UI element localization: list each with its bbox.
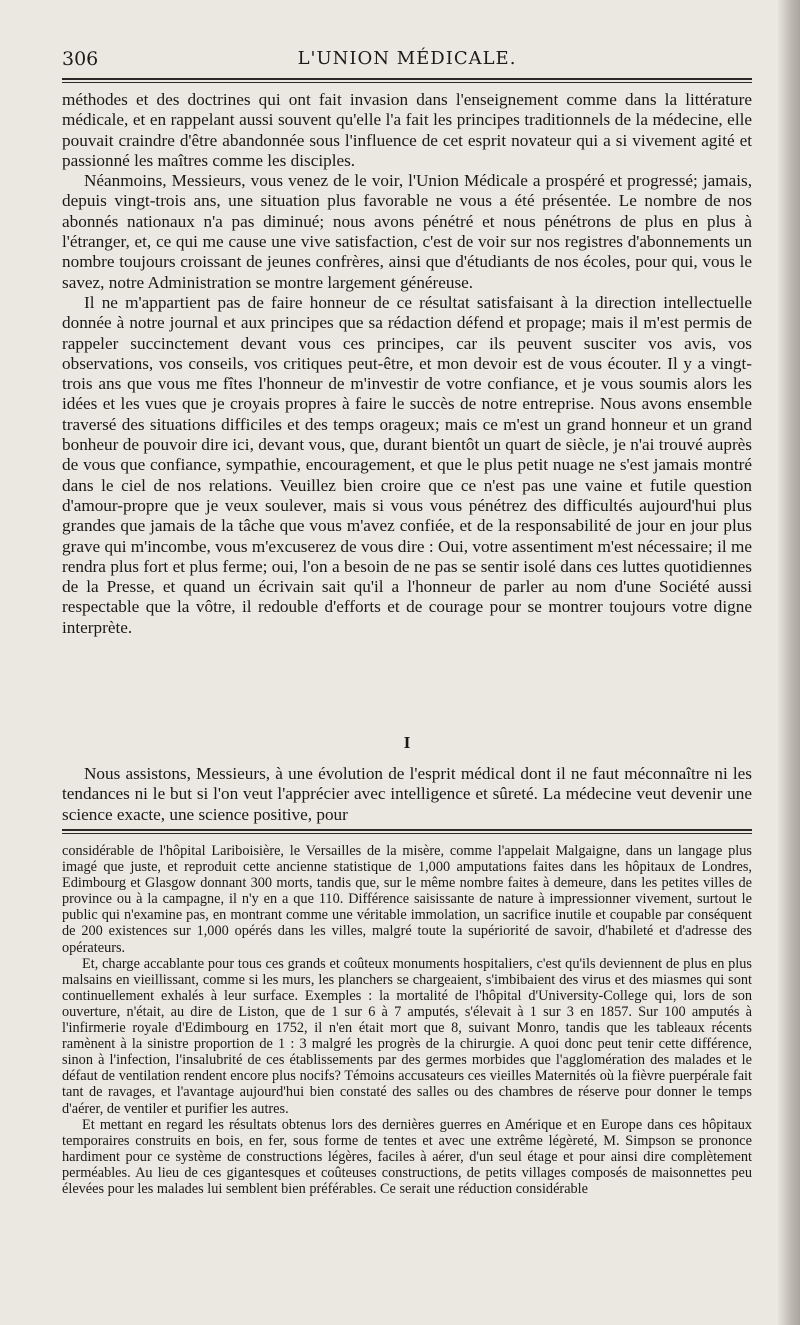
footnote-paragraph: Et mettant en regard les résultats obtenus lors des dernières guerres en Amérique et en Europe dans ces hôpitaux temporaires construits en bois, en fer, sous forme de tentes et avec une extrême légèreté, M. Simpson se prononce hardiment pour ce système de constructions légères, faciles à aérer, d'un seul étage et pour ainsi dire complètement perméables. Au lieu de ces gigantesques et coûteuses constructions, de petits villages composés de maisonnettes peu élevées pour les malades lui semblent bien préférables. Ce serait une réduction considérable <box>62 1116 752 1197</box>
footnotes <box>62 843 752 1197</box>
page-header <box>62 44 752 74</box>
footnote-rule <box>62 829 752 834</box>
page-edge-shadow <box>778 0 800 1325</box>
main-paragraph: méthodes et des doctrines qui ont fait invasion dans l'enseignement comme dans la littérature médicale, et en rappelant aussi souvent qu'elle l'a fait les principes traditionnels de la médecine, elle pouvait craindre d'être abandonnée sous l'influence de cet esprit novateur qui a si vivement agité et passionné les maîtres comme les disciples. <box>62 90 752 170</box>
main-paragraph: Il ne m'appartient pas de faire honneur de ce résultat satisfaisant à la direction intellectuelle donnée à notre journal et aux principes que sa rédaction défend et propage; mais il m'est permis de rappeler succinctement devant vous ces principes, car ils peuvent susciter vos avis, vos observations, vos conseils, vos critiques peut-être, et mon devoir est de vous écouter. Il y a vingt-trois ans que vous me fîtes l'honneur de m'investir de votre confiance, et je vous soumis alors les idées et les vues que je croyais propres à faire le succès de notre entreprise. Nous avons ensemble traversé des situations difficiles et des temps orageux; mais ce m'est un grand honneur et un grand bonheur de pouvoir dire ici, devant vous, que, durant bientôt un quart de siècle, je n'ai trouvé auprès de vous que confiance, sympathie, encouragement, et que le plus petit nuage ne s'est jamais montré dans le ciel de nos relations. Veuillez bien croire que ce n'est pas une vaine et futile question d'amour-propre que je veux soulever, mais si vous vous pénétrez des difficultés aujourd'hui plus grandes que jamais de la tâche que vous m'avez confiée, et de la responsabilité de jour en jour plus grave qui m'incombe, vous m'excuserez de vous dire : Oui, votre assentiment m'est nécessaire; il me rendra plus fort et plus ferme; oui, l'on a besoin de ne pas se sentir isolé dans ces luttes quotidiennes de la Presse, et quand un écrivain sait qu'il a l'honneur de parler au nom d'une Société aussi respectable que la vôtre, il redouble d'efforts et de courage pour se montrer toujours votre digne interprète. <box>62 292 752 637</box>
section-paragraph: Nous assistons, Messieurs, à une évolution de l'esprit médical dont il ne faut méconnaître ni les tendances ni le but si l'on veut l'apprécier avec intelligence et sûreté. La médecine veut devenir une science exacte, une science positive, pour <box>62 764 752 824</box>
running-title: L'UNION MÉDICALE. <box>297 48 517 69</box>
footnote-paragraph: considérable de l'hôpital Lariboisière, le Versailles de la misère, comme l'appelait Malgaigne, dans un langage plus imagé que juste, et reproduit cette ancienne statistique de 1,000 amputations faites dans les hôpitaux de Londres, Edimbourg et Glasgow donnant 300 morts, tandis que, sur le même nombre faites à demeure, dans les petites villes de province ou à la campagne, il n'y en a que 110. Différence saisissante de nature à impressionner vivement, surtout le public qui n'examine pas, en montrant comme une véritable immolation, un sacrifice inutile et coupable par conséquent de 200 existences sur 1,000 opérés dans les villes, malgré toute la supériorité de savoir, d'habileté et d'adresse des opérateurs. <box>62 843 752 956</box>
section-text <box>62 764 752 825</box>
page-number: 306 <box>62 48 99 70</box>
footnote-paragraph: Et, charge accablante pour tous ces grands et coûteux monuments hospitaliers, c'est qu'ils deviennent de plus en plus malsains en vieillissant, comme si les murs, les planchers se chargeaient, s'imbibaient des virus et des miasmes qui sont continuellement exhalés à leur surface. Exemples : la mortalité de l'hôpital d'University-College qui, lors de son ouverture, n'était, au dire de Liston, que de 1 sur 6 à 7 amputés, s'élevait à 1 sur 3 en 1857. Sur 100 amputés à l'infirmerie royale d'Edimbourg en 1752, il n'en était mort que 8, suivant Monro, tandis que les tableaux récents ramènent à la sinistre proportion de 1 : 3 malgré les progrès de la chirurgie. A quoi donc peut tenir cette différence, sinon à l'infection, l'insalubrité de ces établissements par des germes morbides que l'agglomération des malades et le défaut de ventilation rendent encore plus nocifs? Témoins accusateurs ces vieilles Maternités où la fièvre puerpérale fait tant de ravages, et l'avantage aujourd'hui bien constaté des salles ou des chambres de réserve pour donner le temps d'aérer, de ventiler et purifier les autres. <box>62 955 752 1117</box>
main-paragraph: Néanmoins, Messieurs, vous venez de le voir, l'Union Médicale a prospéré et progressé; jamais, depuis vingt-trois ans, une situation plus favorable ne vous a été présentée. Le nombre de nos abonnés nationaux n'a pas diminué; nous avons pénétré et nous pénétrons de plus en plus à l'étranger, et, ce qui me cause une vive satisfaction, c'est de voir sur nos registres d'abonnements un nombre toujours croissant de jeunes confrères, ainsi que d'étudiants de nos écoles, pour qui, vous le savez, notre Administration se montre largement généreuse. <box>62 171 752 292</box>
section-numeral: I <box>403 733 411 752</box>
main-text <box>62 90 752 638</box>
header-rule <box>62 78 752 83</box>
